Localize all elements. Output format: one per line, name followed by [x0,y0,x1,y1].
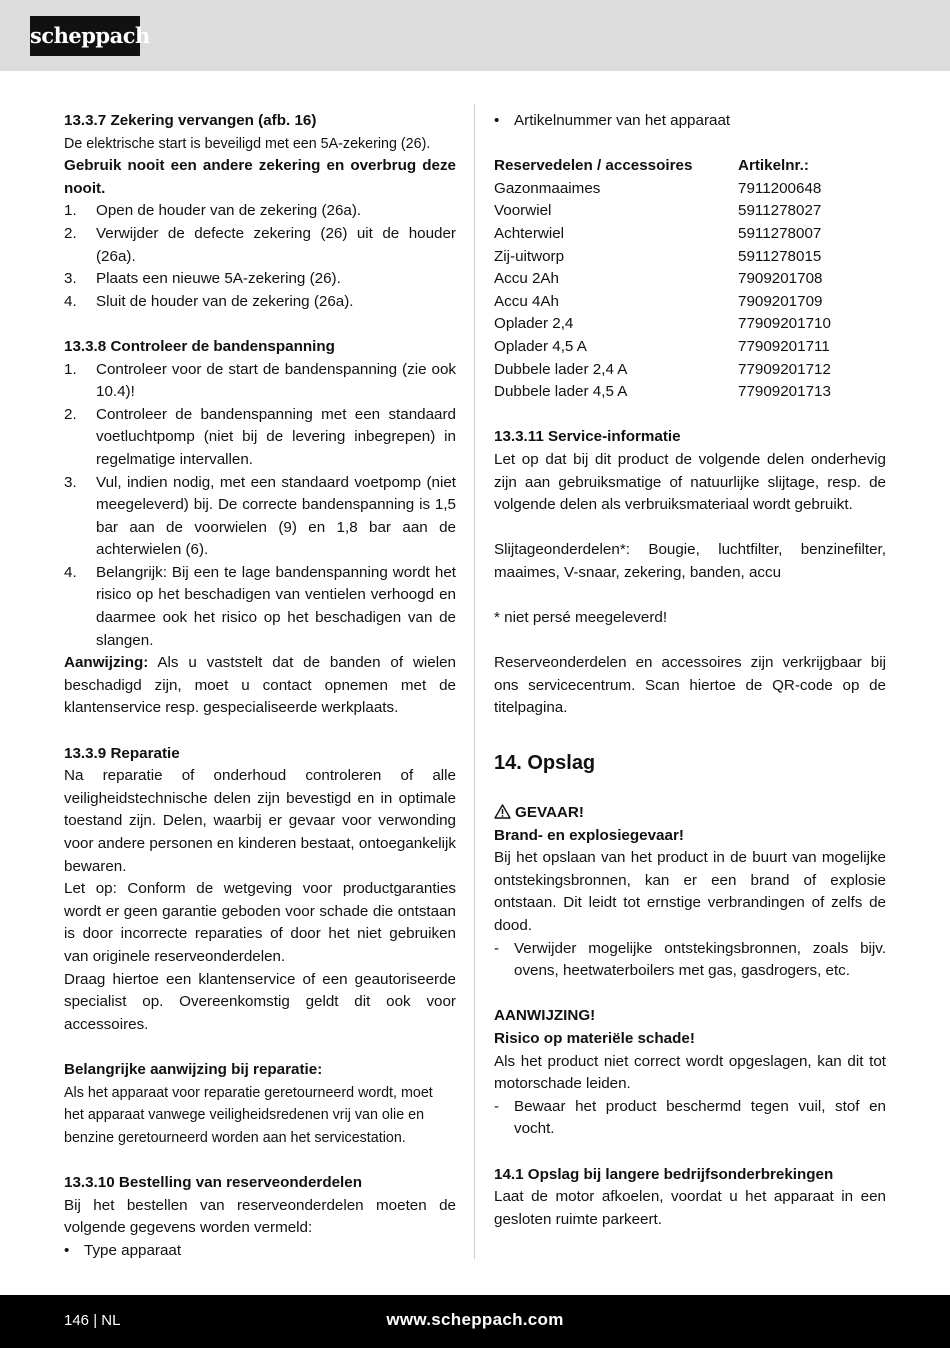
table-header-row: Reservedelen / accessoires Artikelnr.: [494,157,809,175]
list-item: 2. Controleer de bandenspanning met een standaard voetluchtpomp (niet bij de levering inbegrepen) in regelmatige intervallen. [64,405,456,468]
reparatie-paragraph-3: Draag hiertoe een klantenservice of een geautoriseerde specialist op. Overeenkomstig geldt dit ook voor accessoires. [64,970,456,1033]
left-column [64,110,456,1262]
belangrijke-aanwijzing-text: Als het apparaat voor reparatie geretourneerd wordt, moet het apparaat vanwege veiligheidsredenen vrij van olie en benzine geretourneerd worden aan het servicestation. [64,1084,433,1146]
service-centrum-text: Reserveonderdelen en accessoires zijn verkrijgbaar bij ons servicecentrum. Scan hiertoe de QR-code op de titelpagina. [494,654,886,717]
list-item: 1. Open de houder van de zekering (26a). [64,202,362,220]
slijtage-onderdelen: Slijtageonderdelen*: Bougie, luchtfilter, benzinefilter, maaimes, V-snaar, zekering, banden, accu [494,541,886,581]
website-link[interactable]: www.scheppach.com [386,1310,564,1329]
danger-label: GEVAAR! [494,802,886,825]
table-row: Achterwiel 5911278007 [494,224,822,242]
table-row: Zij-uitworp 5911278015 [494,247,822,265]
table-row: Dubbele lader 4,5 A 77909201713 [494,383,831,401]
list-item: 3. Vul, indien nodig, met een standaard voetpomp (niet meegeleverd) bij. De correcte bandenspanning is 1,5 bar aan de voorwielen (9) en 1,8 bar aan de achterwielen (6). [64,473,456,559]
right-column [494,110,886,1231]
bandenspanning-note: Aanwijzing: Als u vaststelt dat de banden of wielen beschadigd zijn, moet u contact opnemen met de klantenservice resp. gespecialiseerde werkplaats. [64,654,456,717]
section-title-zekering: 13.3.7 Zekering vervangen (afb. 16) [64,112,317,129]
section-title-bestelling: 13.3.10 Bestelling van reserveonderdelen [64,1173,362,1191]
bandenspanning-steps [64,359,456,653]
table-row: Voorwiel 5911278027 [494,202,822,220]
zekering-steps [64,200,456,313]
notice-label: AANWIJZING! [494,1007,596,1025]
page-number: 146 | NL [64,1312,121,1329]
column-divider [474,104,475,1259]
warning-triangle-icon [494,804,511,819]
brand-logo: scheppach [30,16,140,56]
danger-subtitle: Brand- en explosiegevaar! [494,826,684,844]
footnote: * niet persé meegeleverd! [494,609,668,627]
list-item: • Artikelnummer van het apparaat [494,112,731,129]
zekering-warning: Gebruik nooit een andere zekering en overbrug deze nooit. [64,157,456,197]
parts-table [494,155,886,404]
table-row: Accu 4Ah 7909201709 [494,292,823,310]
chapter-title-opslag: 14. Opslag [494,752,596,775]
section-title-bandenspanning: 13.3.8 Controleer de bandenspanning [64,337,335,355]
service-informatie-text: Let op dat bij dit product de volgende delen onderhevig zijn aan gebruiksmatige of natuurlijke slijtage, resp. de volgende delen als verbruiksmateriaal wordt gebruikt. [494,450,886,514]
section-title-service-informatie: 13.3.11 Service-informatie [494,428,681,446]
opslag-langere-text: Laat de motor afkoelen, voordat u het apparaat in een gesloten ruimte parkeert. [494,1188,886,1228]
table-row: Oplader 4,5 A 77909201711 [494,337,830,355]
section-title-reparatie: 13.3.9 Reparatie [64,744,180,762]
list-item: 2. Verwijder de defecte zekering (26) uit de houder (26a). [64,224,456,265]
notice-subtitle: Risico op materiële schade! [494,1029,695,1047]
list-item: - Verwijder mogelijke ontstekingsbronnen, zoals bijv. ovens, heetwaterboilers met gas, gasdrogers, etc. [494,939,886,980]
list-item: 4. Sluit de houder van de zekering (26a). [64,292,354,310]
list-item: 3. Plaats een nieuwe 5A-zekering (26). [64,270,341,288]
list-item: 1. Controleer voor de start de bandenspanning (zie ook 10.4)! [64,360,456,401]
table-row: Oplader 2,4 77909201710 [494,315,831,333]
list-item: • Type apparaat [64,1241,182,1259]
list-item: 4. Belangrijk: Bij een te lage bandenspanning wordt het risico op het beschadigen van ventielen verhoogd en daarmee ook het risico op het beschadigen van de slangen. [64,563,456,649]
reparatie-paragraph-1: Na reparatie of onderhoud controleren of alle veiligheidstechnische delen zijn bevestigd en in optimale toestand zijn. Delen, waarbij er gevaar voor verwonding voor andere personen en kinderen bestaat, ontoegankelijk bewaren. [64,767,456,875]
table-row: Accu 2Ah 7909201708 [494,270,823,288]
section-title-belangrijke-aanwijzing: Belangrijke aanwijzing bij reparatie: [64,1060,323,1078]
zekering-intro: De elektrische start is beveiligd met een 5A-zekering (26). [64,135,431,152]
reparatie-paragraph-2: Let op: Conform de wetgeving voor productgaranties wordt er geen garantie geboden voor schade die ontstaan is door incorrecte reparaties of door het niet gebruiken van originele reserveonderdelen. [64,880,456,965]
section-title-opslag-langere: 14.1 Opslag bij langere bedrijfsonderbrekingen [494,1165,834,1183]
table-row: Gazonmaaimes 7911200648 [494,179,822,197]
notice-text: Als het product niet correct wordt opgeslagen, kan dit tot motorschade leiden. [494,1052,886,1093]
bestelling-text: Bij het bestellen van reserveonderdelen moeten de volgende gegevens worden vermeld: [64,1196,456,1237]
header-bar [0,0,950,71]
table-row: Dubbele lader 2,4 A 77909201712 [494,360,831,378]
list-item: - Bewaar het product beschermd tegen vuil, stof en vocht. [494,1097,886,1138]
footer-bar [0,1295,950,1348]
danger-text: Bij het opslaan van het product in de buurt van mogelijke ontstekingsbronnen, kan er een brand of explosie ontstaan. Dit leidt tot ernstige verbrandingen of zelfs de dood. [494,849,886,934]
